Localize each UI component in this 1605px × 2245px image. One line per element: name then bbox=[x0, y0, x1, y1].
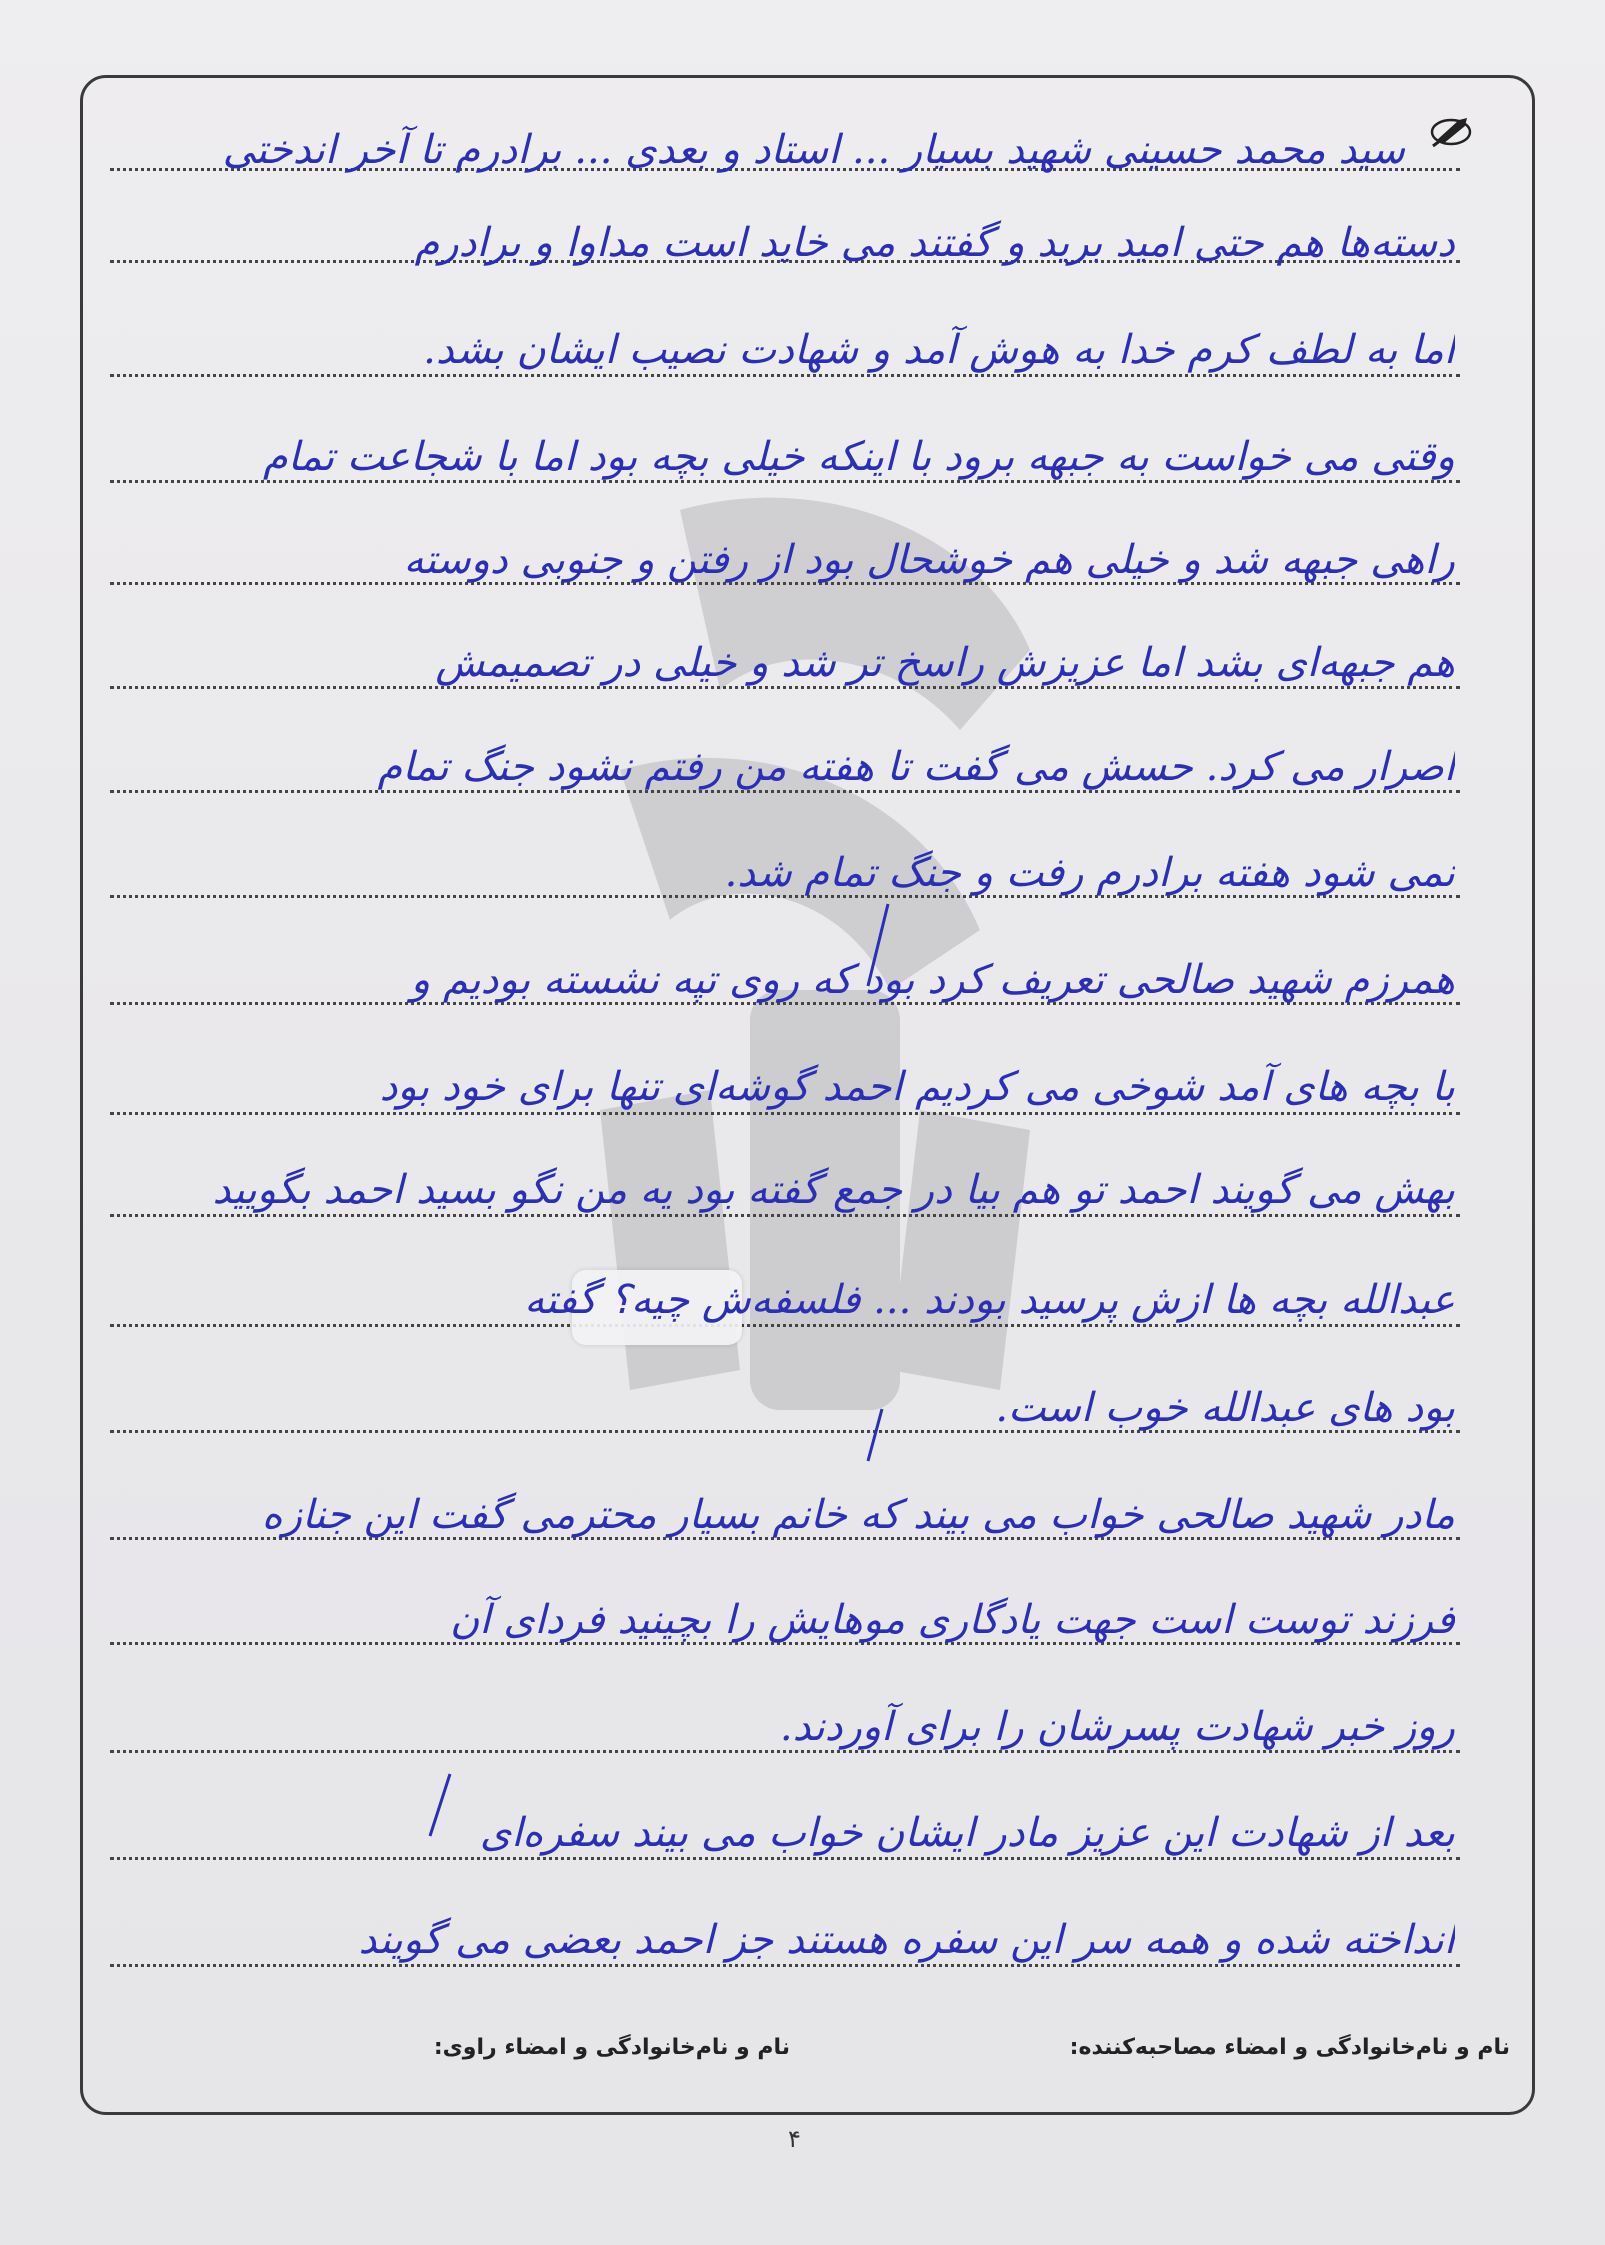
handwritten-line: اما به لطف کرم خدا به هوش آمد و شهادت نصیب ایشان بشد. bbox=[423, 327, 1455, 373]
narrator-signature-label: نام و نام‌خانوادگی و امضاء راوی: bbox=[433, 2035, 790, 2060]
handwritten-line: سید محمد حسینی شهید بسیار ... استاد و بعدی ... برادرم تا آخر اندختی bbox=[222, 127, 1405, 173]
handwritten-line: انداخته شده و همه سر این سفره هستند جز احمد بعضی می گویند bbox=[358, 1917, 1455, 1963]
handwritten-line: اصرار می کرد. حسش می گفت تا هفته من رفتم نشود جنگ تمام bbox=[377, 744, 1455, 790]
handwritten-line: عبدالله بچه ها ازش پرسید بودند ... فلسفه‌ش چیه؟ گفته bbox=[524, 1277, 1455, 1323]
interviewer-signature-label: نام و نام‌خانوادگی و امضاء مصاحبه‌کننده: bbox=[1069, 2035, 1510, 2060]
ink-stroke bbox=[420, 1770, 460, 1840]
handwritten-line: همرزم شهید صالحی تعریف کرد بود که روی تپه نشسته بودیم و bbox=[410, 957, 1455, 1003]
handwritten-line: بعد از شهادت این عزیز مادر ایشان خواب می بیند سفره‌ای bbox=[479, 1810, 1455, 1856]
handwritten-line: مادر شهید صالحی خواب می بیند که خانم بسیار محترمی گفت این جنازه bbox=[261, 1492, 1455, 1538]
signature-footer bbox=[110, 2035, 1510, 2075]
handwritten-line: روز خبر شهادت پسرشان را برای آوردند. bbox=[779, 1704, 1455, 1750]
handwritten-line: بهش می گویند احمد تو هم بیا در جمع گفته بود یه من نگو بسید احمد بگویید bbox=[212, 1167, 1455, 1213]
page-number: ۴ bbox=[788, 2125, 801, 2153]
handwritten-line: هم جبهه‌ای بشد اما عزیزش راسخ تر شد و خیلی در تصمیمش bbox=[435, 640, 1455, 686]
handwritten-line: نمی شود هفته برادرم رفت و جنگ تمام شد. bbox=[724, 850, 1455, 896]
handwritten-line: وقتی می خواست به جبهه برود با اینکه خیلی بچه بود اما با شجاعت تمام bbox=[263, 434, 1455, 480]
handwritten-line: فرزند توست است جهت یادگاری موهایش را بچینید فردای آن bbox=[450, 1597, 1455, 1643]
ink-stroke bbox=[860, 900, 900, 990]
handwritten-line: با بچه های آمد شوخی می کردیم احمد گوشه‌ای تنها برای خود بود bbox=[379, 1064, 1455, 1110]
handwritten-line: بود های عبدالله خوب است. bbox=[995, 1385, 1455, 1431]
handwritten-line: دسته‌ها هم حتی امید برید و گفتند می خاید است مداوا و برادرم bbox=[414, 220, 1455, 266]
ink-stroke bbox=[860, 1405, 890, 1465]
handwritten-line: راهی جبهه شد و خیلی هم خوشحال بود از رفتن و جنوبی دوسته bbox=[403, 537, 1455, 583]
